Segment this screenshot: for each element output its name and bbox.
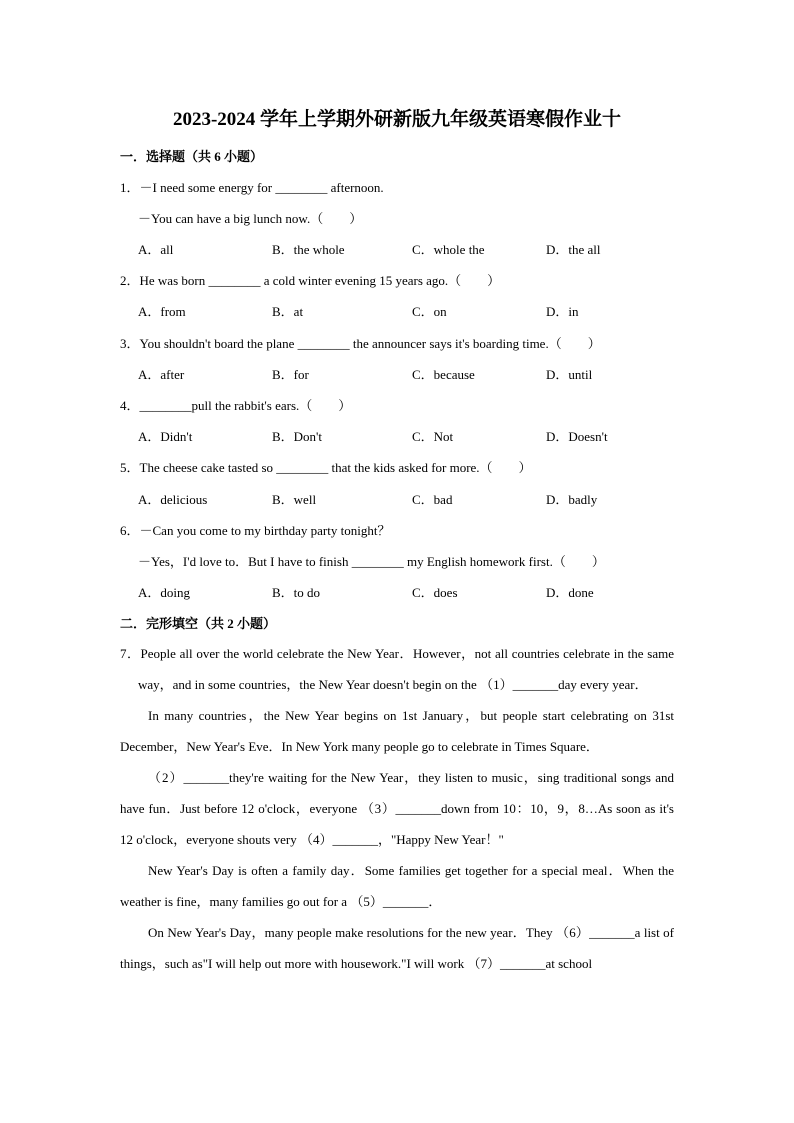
option-c[interactable]: C．on — [412, 304, 447, 319]
option-a[interactable]: A．from — [138, 304, 186, 319]
option-d[interactable]: D．badly — [546, 492, 598, 507]
passage-paragraph-2: In many countries，the New Year begins on 1st January，but people start celebrating on 31st December，New Year's Eve．In New York many people go to celebrate in Times Square． — [120, 708, 674, 754]
passage-paragraph-5: On New Year's Day，many people make resolutions for the new year．They （6）_______a list of things，such as"I will help out more with housework."I will work （7）_______at school — [120, 925, 674, 971]
option-b[interactable]: B．the whole — [272, 242, 345, 257]
section-heading-choice: 一．选择题（共 6 小题） — [120, 149, 264, 164]
question-4-options — [138, 426, 678, 444]
document-title: 2023-2024 学年上学期外研新版九年级英语寒假作业十 — [172, 109, 622, 130]
question-1-options — [138, 239, 678, 257]
question-5-line-1: 5．The cheese cake tasted so ________ that the kids asked for more.（ ） — [120, 460, 532, 475]
option-c[interactable]: C．bad — [412, 492, 453, 507]
option-d[interactable]: D．until — [546, 367, 593, 382]
option-d[interactable]: D．done — [546, 585, 594, 600]
passage-paragraph-4: New Year's Day is often a family day．Some families get together for a special meal．When the weather is fine，many families go out for a （5）_______． — [120, 863, 674, 909]
question-6-line-1: 6．－Can you come to my birthday party tonight？ — [120, 523, 391, 538]
option-c[interactable]: C．does — [412, 585, 458, 600]
question-1-line-2: －You can have a big lunch now.（ ） — [138, 211, 363, 226]
question-6-line-2: －Yes，I'd love to．But I have to finish ________ my English homework first.（ ） — [138, 554, 605, 569]
option-a[interactable]: A．doing — [138, 585, 191, 600]
option-c[interactable]: C．Not — [412, 429, 454, 444]
question-1-line-1: 1．－I need some energy for ________ afternoon. — [120, 180, 384, 195]
passage-paragraph-3: （2）_______they're waiting for the New Year，they listen to music，sing traditional songs and have fun．Just before 12 o'clock，everyone （3）_______down from 10：10，9，8…As soon as it's 12 o'clock，everyone shouts very （4）_______，"Happy New Year！" — [120, 770, 674, 847]
question-2-line-1: 2．He was born ________ a cold winter evening 15 years ago.（ ） — [120, 273, 501, 288]
question-2-options — [138, 301, 678, 319]
option-c[interactable]: C．whole the — [412, 242, 485, 257]
option-c[interactable]: C．because — [412, 367, 475, 382]
option-b[interactable]: B．at — [272, 304, 304, 319]
section-heading-cloze: 二．完形填空（共 2 小题） — [120, 616, 277, 631]
option-b[interactable]: B．to do — [272, 585, 321, 600]
option-d[interactable]: D．in — [546, 304, 579, 319]
option-b[interactable]: B．Don't — [272, 429, 323, 444]
cloze-passage — [120, 638, 674, 979]
question-6-options — [138, 582, 678, 600]
question-4-line-1: 4．________pull the rabbit's ears.（ ） — [120, 398, 352, 413]
option-a[interactable]: A．delicious — [138, 492, 208, 507]
option-a[interactable]: A．after — [138, 367, 185, 382]
question-5-options — [138, 489, 678, 507]
option-b[interactable]: B．for — [272, 367, 309, 382]
option-a[interactable]: A．Didn't — [138, 429, 193, 444]
question-3-line-1: 3．You shouldn't board the plane ________ the announcer says it's boarding time.（ ） — [120, 336, 601, 351]
option-a[interactable]: A．all — [138, 242, 174, 257]
option-b[interactable]: B．well — [272, 492, 317, 507]
option-d[interactable]: D．the all — [546, 242, 601, 257]
passage-paragraph-1: 7．People all over the world celebrate the New Year．However，not all countries celebrate in the same way，and in some countries，the New Year doesn't begin on the （1）_______day every year． — [120, 646, 674, 692]
option-d[interactable]: D．Doesn't — [546, 429, 608, 444]
question-3-options — [138, 364, 678, 382]
